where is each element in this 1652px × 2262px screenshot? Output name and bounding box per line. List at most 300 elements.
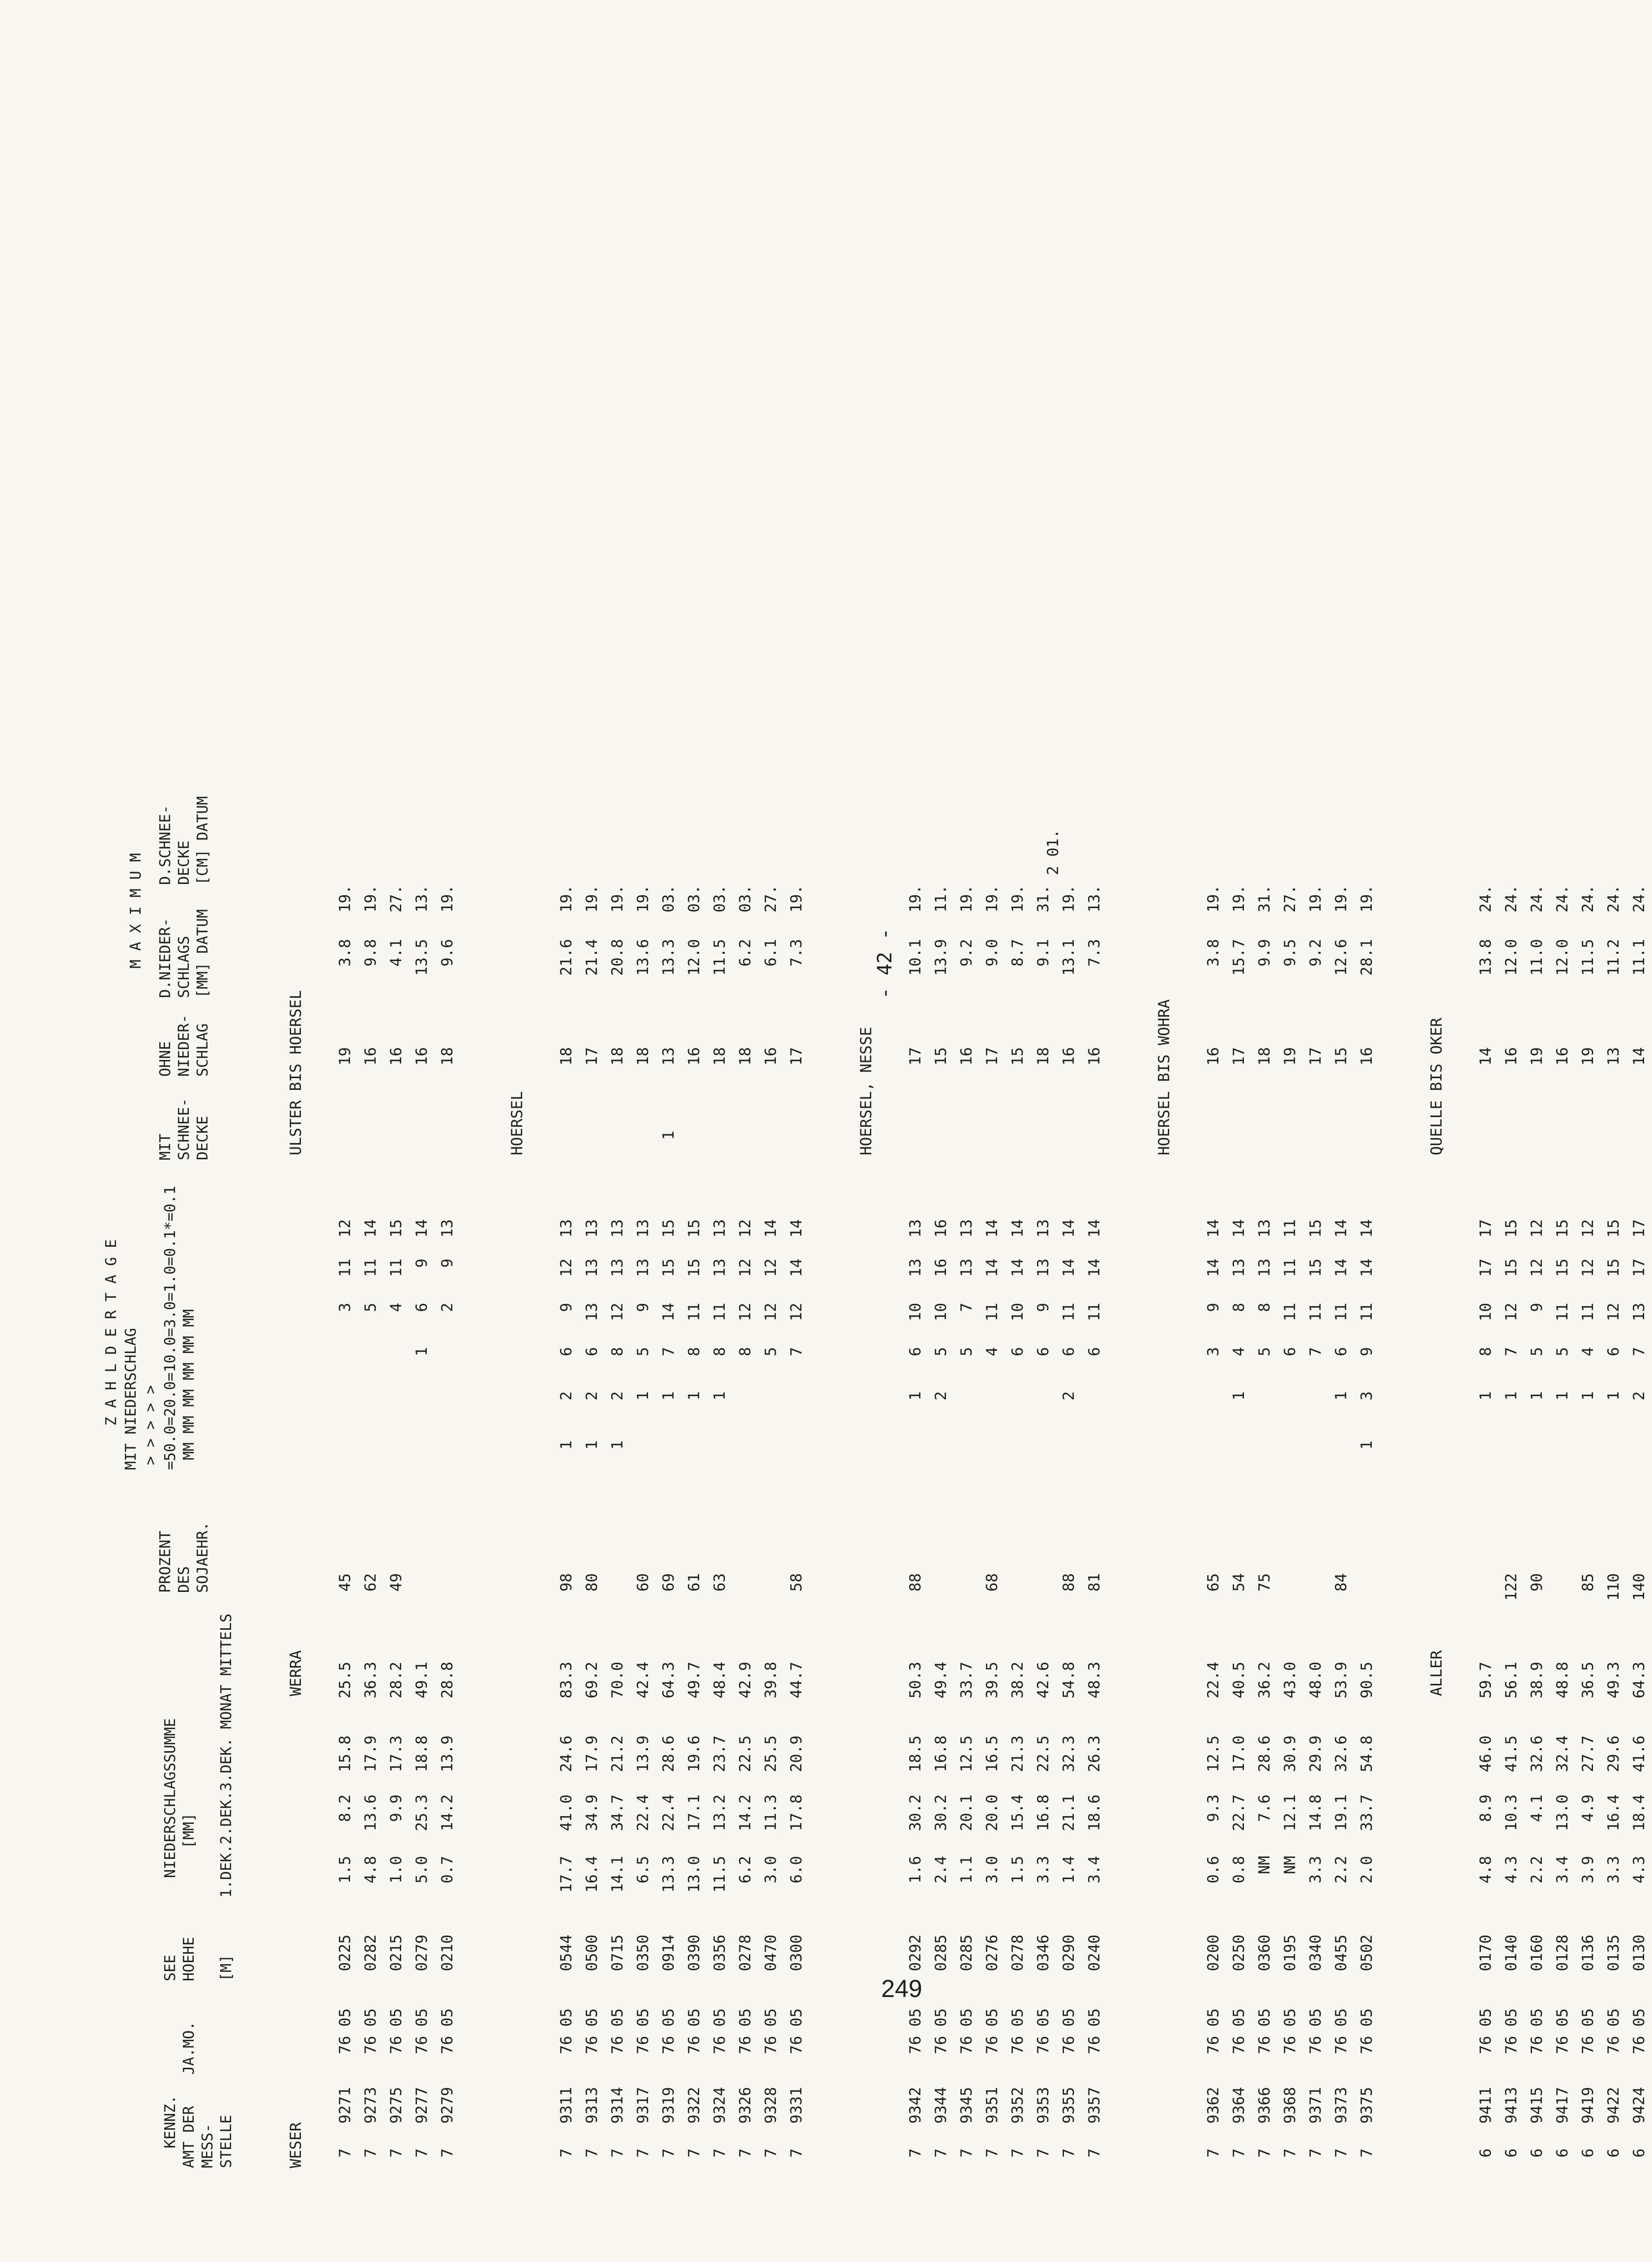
table-cell: 0292 bbox=[907, 1935, 924, 1971]
table-cell: 26.3 bbox=[1086, 1735, 1103, 1772]
table-cell: 27. bbox=[1281, 885, 1299, 912]
reach-label: HOERSEL, NESSE bbox=[857, 1027, 875, 1155]
table-cell: 0215 bbox=[387, 1935, 405, 1971]
table-cell: 1 bbox=[583, 1440, 601, 1450]
table-cell: 5 bbox=[1256, 1347, 1273, 1356]
table-cell: 11 bbox=[1086, 1303, 1103, 1322]
table-cell: 39.8 bbox=[762, 1662, 780, 1699]
table-cell: 18 bbox=[609, 1047, 626, 1066]
table-cell: 14.1 bbox=[609, 1856, 626, 1893]
table-cell: 65 bbox=[1205, 1573, 1222, 1592]
table-cell: 16 bbox=[1205, 1047, 1222, 1066]
table-cell: 43.0 bbox=[1281, 1662, 1299, 1699]
reach-label: HOERSEL BIS WOHRA bbox=[1155, 999, 1173, 1155]
table-cell: 10.1 bbox=[907, 939, 924, 976]
table-cell: 4.3 bbox=[1630, 1856, 1648, 1883]
table-row bbox=[1577, 59, 1601, 2173]
table-cell: 19. bbox=[1358, 885, 1376, 912]
table-cell: 17.8 bbox=[788, 1794, 805, 1831]
table-header bbox=[74, 59, 270, 2173]
table-cell: 14 bbox=[413, 1219, 431, 1238]
table-cell: 76 05 bbox=[413, 2008, 431, 2055]
table-cell: 45 bbox=[336, 1573, 354, 1592]
table-cell: 90 bbox=[1528, 1573, 1546, 1592]
table-row bbox=[658, 59, 681, 2173]
table-cell: 15 bbox=[1605, 1259, 1622, 1277]
table-cell: 13 bbox=[583, 1259, 601, 1277]
table-cell: 7 bbox=[583, 2148, 601, 2158]
table-cell: 7.3 bbox=[788, 939, 805, 967]
table-row bbox=[1526, 59, 1550, 2173]
table-cell: 15 bbox=[685, 1259, 703, 1277]
table-cell: 18 bbox=[1034, 1047, 1052, 1066]
table-cell: 14 bbox=[762, 1219, 780, 1238]
header-ns-title: [MM] bbox=[180, 1813, 198, 1849]
table-cell: 9342 bbox=[907, 2087, 924, 2124]
table-cell: 3.8 bbox=[1205, 939, 1222, 967]
table-cell: 76 05 bbox=[634, 2008, 652, 2055]
table-cell: 16 bbox=[1060, 1047, 1078, 1066]
table-cell: 76 05 bbox=[685, 2008, 703, 2055]
table-cell: 0455 bbox=[1332, 1935, 1350, 1971]
table-cell: 76 05 bbox=[362, 2008, 380, 2055]
table-cell: 14 bbox=[1009, 1219, 1027, 1238]
table-cell: 1.1 bbox=[958, 1856, 975, 1883]
table-cell: 1 bbox=[1554, 1391, 1571, 1401]
table-cell: 19. bbox=[583, 885, 601, 912]
table-cell: 76 05 bbox=[958, 2008, 975, 2055]
table-cell: 19. bbox=[907, 885, 924, 912]
table-cell: 2 bbox=[1630, 1391, 1648, 1401]
table-cell: 11 bbox=[1332, 1303, 1350, 1322]
table-cell: 14 bbox=[1477, 1047, 1495, 1066]
table-cell: 7 bbox=[1358, 2148, 1376, 2158]
table-row bbox=[632, 59, 656, 2173]
table-cell: 8 bbox=[685, 1347, 703, 1356]
table-cell: 18.6 bbox=[1086, 1794, 1103, 1831]
table-cell: 6.0 bbox=[788, 1856, 805, 1883]
table-cell: 9 bbox=[1205, 1303, 1222, 1312]
table-cell: 13 bbox=[907, 1219, 924, 1238]
table-cell: 31. bbox=[1256, 885, 1273, 912]
table-cell: 6.2 bbox=[737, 1856, 754, 1883]
table-cell: 1 bbox=[1358, 1440, 1376, 1450]
table-cell: 59.7 bbox=[1477, 1662, 1495, 1699]
table-cell: 9422 bbox=[1605, 2087, 1622, 2124]
table-cell: 9419 bbox=[1579, 2087, 1597, 2124]
table-cell: 7.3 bbox=[1086, 939, 1103, 967]
table-cell: 17 bbox=[583, 1047, 601, 1066]
table-cell: 27. bbox=[387, 885, 405, 912]
table-cell: 14 bbox=[1009, 1259, 1027, 1277]
table-cell: 11.5 bbox=[711, 939, 729, 976]
table-cell: 13 bbox=[1630, 1303, 1648, 1322]
table-cell: 0136 bbox=[1579, 1935, 1597, 1971]
table-cell: 19. bbox=[958, 885, 975, 912]
river-label: WERRA bbox=[287, 1650, 305, 1696]
table-cell: 32.4 bbox=[1554, 1735, 1571, 1772]
table-cell: 4 bbox=[387, 1303, 405, 1312]
table-cell: 4.1 bbox=[1528, 1794, 1546, 1822]
table-cell: 2.2 bbox=[1332, 1856, 1350, 1883]
header-mit-schnee: DECKE bbox=[194, 1116, 211, 1160]
table-cell: 42.9 bbox=[737, 1662, 754, 1699]
table-cell: 03. bbox=[660, 885, 678, 912]
table-cell: 7 bbox=[362, 2148, 380, 2158]
table-cell: 9411 bbox=[1477, 2087, 1495, 2124]
table-cell: 0.8 bbox=[1230, 1856, 1248, 1883]
table-cell: 3.9 bbox=[1579, 1856, 1597, 1883]
table-cell: 0210 bbox=[439, 1935, 456, 1971]
header-kennz: STELLE bbox=[218, 2115, 235, 2168]
table-cell: 30.2 bbox=[932, 1794, 950, 1831]
table-cell: 19. bbox=[1332, 885, 1350, 912]
table-cell: 76 05 bbox=[1230, 2008, 1248, 2055]
table-cell: 15 bbox=[932, 1047, 950, 1066]
table-cell: 14 bbox=[1205, 1259, 1222, 1277]
reach-label: QUELLE BIS OKER bbox=[1428, 1018, 1446, 1155]
table-cell: 7 bbox=[558, 2148, 575, 2158]
table-cell: 9.2 bbox=[1307, 939, 1325, 967]
table-cell: 0135 bbox=[1605, 1935, 1622, 1971]
table-cell: 25.3 bbox=[413, 1794, 431, 1831]
table-cell: 15 bbox=[1503, 1219, 1520, 1238]
table-cell: 6 bbox=[1332, 1347, 1350, 1356]
table-cell: 9314 bbox=[609, 2087, 626, 2124]
table-row bbox=[1279, 59, 1303, 2173]
table-cell: 1 bbox=[1528, 1391, 1546, 1401]
table-cell: 7 bbox=[1307, 1347, 1325, 1356]
table-row bbox=[1552, 59, 1575, 2173]
table-row bbox=[760, 59, 784, 2173]
table-cell: 69 bbox=[660, 1573, 678, 1592]
table-cell: 1.5 bbox=[1009, 1856, 1027, 1883]
table-cell: 76 05 bbox=[336, 2008, 354, 2055]
header-maximum: M A X I M U M bbox=[127, 853, 145, 969]
table-cell: 10 bbox=[1477, 1303, 1495, 1322]
table-cell: 29.6 bbox=[1605, 1735, 1622, 1772]
table-cell: 46.0 bbox=[1477, 1735, 1495, 1772]
table-cell: 6 bbox=[907, 1347, 924, 1356]
table-cell: 16 bbox=[1503, 1047, 1520, 1066]
table-cell: 34.9 bbox=[583, 1794, 601, 1831]
table-cell: 13 bbox=[1256, 1219, 1273, 1238]
table-cell: 13.6 bbox=[362, 1794, 380, 1831]
table-cell: 24. bbox=[1579, 885, 1597, 912]
table-cell: 18 bbox=[1256, 1047, 1273, 1066]
table-cell: 7 bbox=[762, 2148, 780, 2158]
table-cell: 110 bbox=[1605, 1573, 1622, 1601]
table-cell: 83.3 bbox=[558, 1662, 575, 1699]
table-cell: 3.4 bbox=[1086, 1856, 1103, 1883]
table-cell: 16 bbox=[1554, 1047, 1571, 1066]
table-cell: 6 bbox=[1086, 1347, 1103, 1356]
table-cell: 14.8 bbox=[1307, 1794, 1325, 1831]
table-cell: 81 bbox=[1086, 1573, 1103, 1592]
table-cell: 56.1 bbox=[1503, 1662, 1520, 1699]
table-row bbox=[334, 59, 358, 2173]
table-cell: 9277 bbox=[413, 2087, 431, 2124]
table-cell: 12.5 bbox=[1205, 1735, 1222, 1772]
table-cell: 1 bbox=[609, 1440, 626, 1450]
table-cell: 9 bbox=[1358, 1347, 1376, 1356]
table-cell: 7 bbox=[1281, 2148, 1299, 2158]
table-cell: 9.5 bbox=[1281, 939, 1299, 967]
table-cell: 18 bbox=[711, 1047, 729, 1066]
table-cell: 84 bbox=[1332, 1573, 1350, 1592]
table-cell: 4.8 bbox=[1477, 1856, 1495, 1883]
table-cell: 13 bbox=[634, 1219, 652, 1238]
table-cell: 9331 bbox=[788, 2087, 805, 2124]
table-cell: 9 bbox=[439, 1259, 456, 1268]
table-cell: 18 bbox=[634, 1047, 652, 1066]
table-cell: 16 bbox=[362, 1047, 380, 1066]
table-cell: 19 bbox=[336, 1047, 354, 1066]
table-cell: 18 bbox=[558, 1047, 575, 1066]
table-cell: 48.3 bbox=[1086, 1662, 1103, 1699]
table-cell: 0715 bbox=[609, 1935, 626, 1971]
header-prozent: SOJAEHR. bbox=[194, 1522, 211, 1593]
table-cell: 11.2 bbox=[1605, 939, 1622, 976]
table-cell: 19. bbox=[1307, 885, 1325, 912]
table-cell: 4 bbox=[1579, 1347, 1597, 1356]
table-cell: 28.8 bbox=[439, 1662, 456, 1699]
table-cell: 9364 bbox=[1230, 2087, 1248, 2124]
table-cell: 9.0 bbox=[983, 939, 1001, 967]
table-cell: 7 bbox=[609, 2148, 626, 2158]
table-cell: 7 bbox=[958, 1303, 975, 1312]
table-cell: 1 bbox=[413, 1347, 431, 1356]
table-cell: 76 05 bbox=[583, 2008, 601, 2055]
table-cell: 6.2 bbox=[737, 939, 754, 967]
table-cell: 6.1 bbox=[762, 939, 780, 967]
table-cell: 8 bbox=[1477, 1347, 1495, 1356]
table-cell: 48.8 bbox=[1554, 1662, 1571, 1699]
table-cell: 3.0 bbox=[762, 1856, 780, 1883]
table-cell: 16 bbox=[762, 1047, 780, 1066]
table-cell: 1.5 bbox=[336, 1856, 354, 1883]
snow-maximum-note: 2 01. bbox=[1044, 829, 1062, 875]
table-cell: 12.5 bbox=[958, 1735, 975, 1772]
table-cell: 13 bbox=[907, 1259, 924, 1277]
header-ohne: NIEDER- bbox=[176, 1014, 193, 1077]
table-cell: 0225 bbox=[336, 1935, 354, 1971]
page-number-top: - 42 - bbox=[874, 928, 896, 999]
table-cell: 17 bbox=[1630, 1219, 1648, 1238]
table-cell: 34.7 bbox=[609, 1794, 626, 1831]
table-cell: 9353 bbox=[1034, 2087, 1052, 2124]
table-cell: 76 05 bbox=[1281, 2008, 1299, 2055]
table-cell: 14 bbox=[1630, 1047, 1648, 1066]
header-ohne: SCHLAG bbox=[194, 1023, 211, 1077]
table-cell: 7 bbox=[958, 2148, 975, 2158]
table-cell: 2 bbox=[439, 1303, 456, 1312]
table-cell: 14 bbox=[983, 1259, 1001, 1277]
table-cell: 9344 bbox=[932, 2087, 950, 2124]
table-cell: 1.4 bbox=[1060, 1856, 1078, 1883]
table-cell: 11 bbox=[362, 1259, 380, 1277]
table-cell: 5 bbox=[958, 1347, 975, 1356]
table-cell: 7 bbox=[711, 2148, 729, 2158]
table-cell: 11. bbox=[932, 885, 950, 912]
table-cell: 9362 bbox=[1205, 2087, 1222, 2124]
table-cell: 24. bbox=[1528, 885, 1546, 912]
table-cell: 21.3 bbox=[1009, 1735, 1027, 1772]
table-cell: 30.9 bbox=[1281, 1735, 1299, 1772]
table-cell: 2 bbox=[558, 1391, 575, 1401]
table-cell: 7 bbox=[932, 2148, 950, 2158]
table-cell: 76 05 bbox=[1554, 2008, 1571, 2055]
table-cell: 17 bbox=[1477, 1219, 1495, 1238]
table-cell: 32.3 bbox=[1060, 1735, 1078, 1772]
table-cell: 76 05 bbox=[1307, 2008, 1325, 2055]
table-cell: 14 bbox=[1358, 1259, 1376, 1277]
table-cell: 6 bbox=[1503, 2148, 1520, 2158]
table-cell: 9373 bbox=[1332, 2087, 1350, 2124]
table-cell: 16.8 bbox=[932, 1735, 950, 1772]
table-cell: 6 bbox=[1579, 2148, 1597, 2158]
table-cell: 54.8 bbox=[1358, 1735, 1376, 1772]
table-cell: 15 bbox=[1332, 1047, 1350, 1066]
table-cell: 9352 bbox=[1009, 2087, 1027, 2124]
table-cell: 76 05 bbox=[609, 2008, 626, 2055]
table-cell: 7 bbox=[634, 2148, 652, 2158]
header-ns-title: NIEDERSCHLAGSSUMME bbox=[162, 1718, 179, 1878]
header-mm-line: MM MM MM MM MM MM bbox=[180, 1309, 198, 1460]
table-cell: 14 bbox=[1230, 1219, 1248, 1238]
table-row bbox=[1603, 59, 1626, 2173]
table-cell: 48.0 bbox=[1307, 1662, 1325, 1699]
header-kennz: KENNZ. bbox=[162, 2095, 179, 2148]
table-cell: 11 bbox=[387, 1259, 405, 1277]
table-cell: 8.7 bbox=[1009, 939, 1027, 967]
table-cell: 69.2 bbox=[583, 1662, 601, 1699]
table-row bbox=[1254, 59, 1277, 2173]
table-cell: 49 bbox=[387, 1573, 405, 1592]
table-cell: 16.4 bbox=[1605, 1794, 1622, 1831]
table-cell: 13 bbox=[609, 1259, 626, 1277]
table-row bbox=[1356, 59, 1380, 2173]
table-cell: 22.7 bbox=[1230, 1794, 1248, 1831]
table-cell: 4.3 bbox=[1503, 1856, 1520, 1883]
table-cell: 15 bbox=[1605, 1219, 1622, 1238]
table-cell: 9271 bbox=[336, 2087, 354, 2124]
table-cell: 6 bbox=[1605, 1347, 1622, 1356]
table-cell: 12.0 bbox=[685, 939, 703, 976]
table-cell: 16 bbox=[387, 1047, 405, 1066]
table-cell: 19. bbox=[983, 885, 1001, 912]
table-cell: 0195 bbox=[1281, 1935, 1299, 1971]
table-cell: 49.7 bbox=[685, 1662, 703, 1699]
table-cell: 7 bbox=[1034, 2148, 1052, 2158]
table-cell: 9.8 bbox=[362, 939, 380, 967]
table-cell: 15.7 bbox=[1230, 939, 1248, 976]
table-cell: 9.3 bbox=[1205, 1794, 1222, 1822]
table-cell: 9317 bbox=[634, 2087, 652, 2124]
table-cell: 76 05 bbox=[1358, 2008, 1376, 2055]
table-cell: 9375 bbox=[1358, 2087, 1376, 2124]
table-cell: 13 bbox=[958, 1219, 975, 1238]
table-cell: 0250 bbox=[1230, 1935, 1248, 1971]
table-cell: 12 bbox=[737, 1219, 754, 1238]
table-cell: 39.5 bbox=[983, 1662, 1001, 1699]
table-cell: 5 bbox=[362, 1303, 380, 1312]
table-cell: 1 bbox=[1230, 1391, 1248, 1401]
table-cell: 9.9 bbox=[1256, 939, 1273, 967]
table-cell: 76 05 bbox=[983, 2008, 1001, 2055]
table-cell: 25.5 bbox=[336, 1662, 354, 1699]
table-cell: 122 bbox=[1503, 1573, 1520, 1601]
table-cell: 16 bbox=[932, 1259, 950, 1277]
table-cell: 9313 bbox=[583, 2087, 601, 2124]
table-cell: 13.6 bbox=[634, 939, 652, 976]
table-cell: 9355 bbox=[1060, 2087, 1078, 2124]
table-cell: 12 bbox=[558, 1259, 575, 1277]
table-cell: 19. bbox=[1009, 885, 1027, 912]
table-cell: 36.3 bbox=[362, 1662, 380, 1699]
table-cell: 76 05 bbox=[788, 2008, 805, 2055]
table-cell: 76 05 bbox=[932, 2008, 950, 2055]
table-cell: 11 bbox=[1358, 1303, 1376, 1322]
table-cell: 3.3 bbox=[1605, 1856, 1622, 1883]
table-cell: 20.9 bbox=[788, 1735, 805, 1772]
table-cell: 15 bbox=[1554, 1259, 1571, 1277]
table-row bbox=[735, 59, 758, 2173]
table-cell: 11 bbox=[1281, 1303, 1299, 1322]
table-cell: 17 bbox=[1307, 1047, 1325, 1066]
table-cell: 14 bbox=[788, 1259, 805, 1277]
table-cell: 12 bbox=[1605, 1303, 1622, 1322]
table-cell: 17 bbox=[1630, 1259, 1648, 1277]
table-cell: 19.1 bbox=[1332, 1794, 1350, 1831]
table-cell: 12 bbox=[762, 1303, 780, 1322]
table-cell: 1 bbox=[1477, 1391, 1495, 1401]
table-cell: 9275 bbox=[387, 2087, 405, 2124]
page-number-bottom: 249 bbox=[881, 1975, 922, 2002]
table-cell: 7 bbox=[907, 2148, 924, 2158]
table-cell: 11.3 bbox=[762, 1794, 780, 1831]
table-cell: 17 bbox=[983, 1047, 1001, 1066]
table-cell: 76 05 bbox=[737, 2008, 754, 2055]
table-cell: 24. bbox=[1477, 885, 1495, 912]
table-cell: 3 bbox=[336, 1303, 354, 1312]
table-cell: 61 bbox=[685, 1573, 703, 1592]
table-row bbox=[1305, 59, 1328, 2173]
table-cell: 9 bbox=[1034, 1303, 1052, 1312]
table-cell: 0470 bbox=[762, 1935, 780, 1971]
table-row bbox=[1058, 59, 1082, 2173]
header-unit-m: [M] bbox=[218, 1954, 235, 1981]
table-cell: 68 bbox=[983, 1573, 1001, 1592]
table-cell: 21.4 bbox=[583, 939, 601, 976]
table-cell: 4.1 bbox=[387, 939, 405, 967]
table-cell: 2 bbox=[1060, 1391, 1078, 1401]
table-cell: 22.4 bbox=[660, 1794, 678, 1831]
table-cell: 6 bbox=[1009, 1347, 1027, 1356]
table-cell: 13 bbox=[583, 1303, 601, 1322]
table-cell: 12 bbox=[737, 1259, 754, 1277]
table-cell: 5 bbox=[1528, 1347, 1546, 1356]
table-cell: 12 bbox=[609, 1303, 626, 1322]
table-cell: 17.1 bbox=[685, 1794, 703, 1831]
table-cell: 9.1 bbox=[1034, 939, 1052, 967]
table-cell: 44.7 bbox=[788, 1662, 805, 1699]
table-cell: 11 bbox=[1307, 1303, 1325, 1322]
table-cell: NM bbox=[1281, 1856, 1299, 1875]
table-cell: 1 bbox=[907, 1391, 924, 1401]
table-cell: 76 05 bbox=[1086, 2008, 1103, 2055]
table-cell: 19. bbox=[1230, 885, 1248, 912]
